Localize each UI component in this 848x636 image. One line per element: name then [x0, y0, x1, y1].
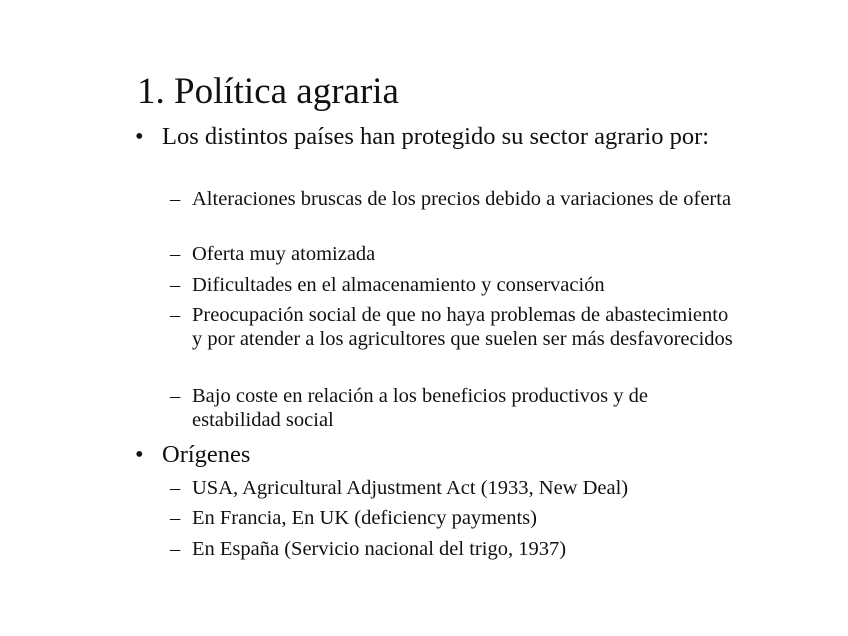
sub-item-text: En Francia, En UK (deficiency payments) — [192, 507, 537, 529]
bullet-item — [135, 123, 735, 151]
dash-marker: – — [170, 188, 181, 210]
sub-item-text: USA, Agricultural Adjustment Act (1933, New Deal) — [192, 477, 629, 499]
sub-item — [170, 273, 750, 297]
sub-item-text: Dificultades en el almacenamiento y conservación — [192, 274, 605, 296]
sub-item — [170, 303, 750, 351]
sub-item — [170, 537, 750, 561]
sub-item — [170, 506, 750, 530]
dash-marker: – — [170, 243, 181, 265]
dash-marker: – — [170, 385, 181, 407]
dash-marker: – — [170, 477, 181, 499]
sub-item-text: Oferta muy atomizada — [192, 243, 376, 265]
sub-item — [170, 187, 750, 211]
sub-item-text: Alteraciones bruscas de los precios debido a variaciones de oferta — [192, 188, 732, 210]
sub-item-text: Bajo coste en relación a los beneficios productivos y de estabilidad social — [192, 385, 648, 431]
sub-item — [170, 384, 750, 432]
bullet-text: Los distintos países han protegido su sector agrario por: — [162, 123, 710, 150]
bullet-marker: • — [135, 441, 144, 468]
dash-marker: – — [170, 274, 181, 296]
sub-item — [170, 242, 750, 266]
sub-item-text: En España (Servicio nacional del trigo, 1937) — [192, 538, 567, 560]
dash-marker: – — [170, 538, 181, 560]
slide-title: 1. Política agraria — [137, 71, 399, 112]
bullet-marker: • — [135, 123, 144, 150]
bullet-item — [135, 441, 735, 469]
sub-item-text: Preocupación social de que no haya problemas de abastecimiento y por atender a los agricultores que suelen ser más desfavorecidos — [192, 304, 733, 350]
sub-item — [170, 476, 750, 500]
bullet-text: Orígenes — [162, 441, 251, 468]
dash-marker: – — [170, 304, 181, 326]
dash-marker: – — [170, 507, 181, 529]
